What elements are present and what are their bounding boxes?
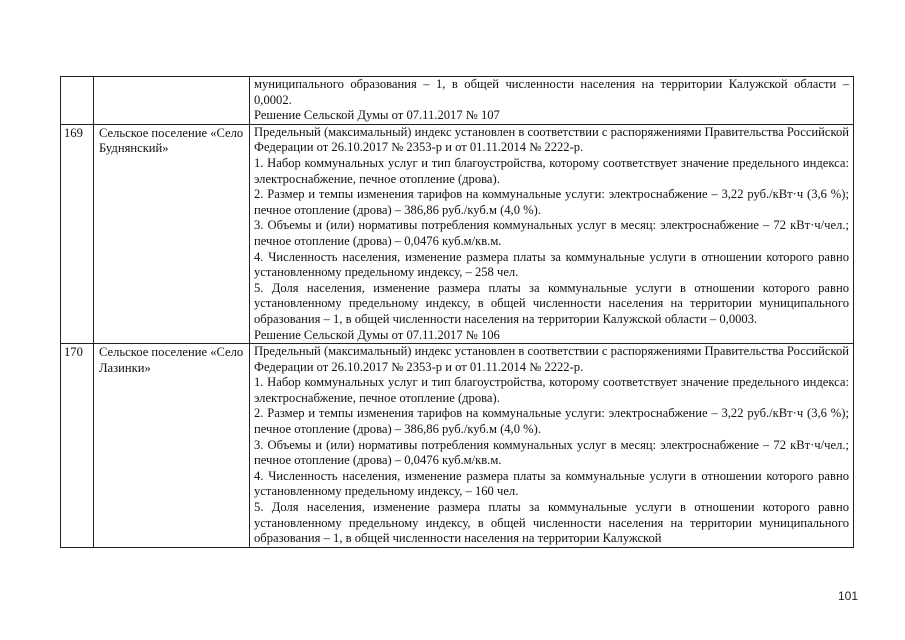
description-paragraph: 2. Размер и темпы изменения тарифов на коммунальные услуги: электроснабжение – 3,22 руб./кВт·ч (3,6 %); печное отопление (дрова) – 386,86 руб./куб.м (4,0 %). bbox=[254, 406, 849, 437]
description-paragraph: 3. Объемы и (или) нормативы потребления коммунальных услуг в месяц: электроснабжение – 72 кВт·ч/чел.; печное отопление (дрова) – 0,0476 куб.м/кв.м. bbox=[254, 218, 849, 248]
page-number: 101 bbox=[837, 589, 858, 603]
description-paragraph: 1. Набор коммунальных услуг и тип благоустройства, которому соответствует значение предельного индекса: электроснабжение, печное отопление (дрова). bbox=[254, 375, 849, 405]
description-paragraph: 4. Численность населения, изменение размера платы за коммунальные услуги в отношении которого равно установленному предельному индексу, – 160 чел. bbox=[254, 468, 849, 499]
table-body bbox=[61, 77, 854, 548]
description-cell bbox=[250, 77, 854, 125]
description-paragraph: 1. Набор коммунальных услуг и тип благоустройства, которому соответствует значение предельного индекса: электроснабжение, печное отопление (дрова). bbox=[254, 155, 849, 186]
decision-reference: Решение Сельской Думы от 07.11.2017 № 107 bbox=[254, 108, 500, 123]
description-paragraph: Предельный (максимальный) индекс установлен в соответствии с распоряжениями Правительства Российской Федерации от 26.10.2017 № 2353-р и от 01.11.2014 № 2222-р. bbox=[254, 344, 849, 374]
table-row bbox=[61, 124, 854, 343]
table-row bbox=[61, 344, 854, 548]
description-cell bbox=[250, 124, 854, 343]
row-number-cell bbox=[61, 77, 94, 125]
row-number-cell: 170 bbox=[61, 344, 94, 548]
description-cell bbox=[250, 344, 854, 548]
settlement-name-cell: Сельское поселение «Село Буднянский» bbox=[94, 124, 250, 343]
description-paragraph: Предельный (максимальный) индекс установлен в соответствии с распоряжениями Правительства Российской Федерации от 26.10.2017 № 2353-р и от 01.11.2014 № 2222-р. bbox=[254, 124, 849, 155]
description-paragraph: 5. Доля населения, изменение размера платы за коммунальные услуги в отношении которого равно установленному предельному индексу, в общей численности населения на территории муниципального образования – 1, в общей численности населения на территории Калужской области – 0,0003. bbox=[254, 280, 849, 326]
row-number-cell: 169 bbox=[61, 124, 94, 343]
description-paragraph: 4. Численность населения, изменение размера платы за коммунальные услуги в отношении которого равно установленному предельному индексу, – 258 чел. bbox=[254, 249, 849, 280]
settlement-name-cell bbox=[94, 77, 250, 125]
document-table bbox=[60, 76, 854, 548]
decision-reference: Решение Сельской Думы от 07.11.2017 № 106 bbox=[254, 327, 500, 342]
description-paragraph: муниципального образования – 1, в общей численности населения на территории Калужской области – 0,0002. bbox=[254, 77, 849, 107]
settlement-name-cell: Сельское поселение «Село Лазинки» bbox=[94, 344, 250, 548]
description-paragraph: 3. Объемы и (или) нормативы потребления коммунальных услуг в месяц: электроснабжение – 72 кВт·ч/чел.; печное отопление (дрова) – 0,0476 куб.м/кв.м. bbox=[254, 437, 849, 468]
table-row bbox=[61, 77, 854, 125]
description-paragraph: 2. Размер и темпы изменения тарифов на коммунальные услуги: электроснабжение – 3,22 руб./кВт·ч (3,6 %); печное отопление (дрова) – 386,86 руб./куб.м (4,0 %). bbox=[254, 187, 849, 217]
description-paragraph: 5. Доля населения, изменение размера платы за коммунальные услуги в отношении которого равно установленному предельному индексу, в общей численности населения на территории муниципального образования – 1, в общей численности населения на территории Калужской bbox=[254, 500, 849, 546]
